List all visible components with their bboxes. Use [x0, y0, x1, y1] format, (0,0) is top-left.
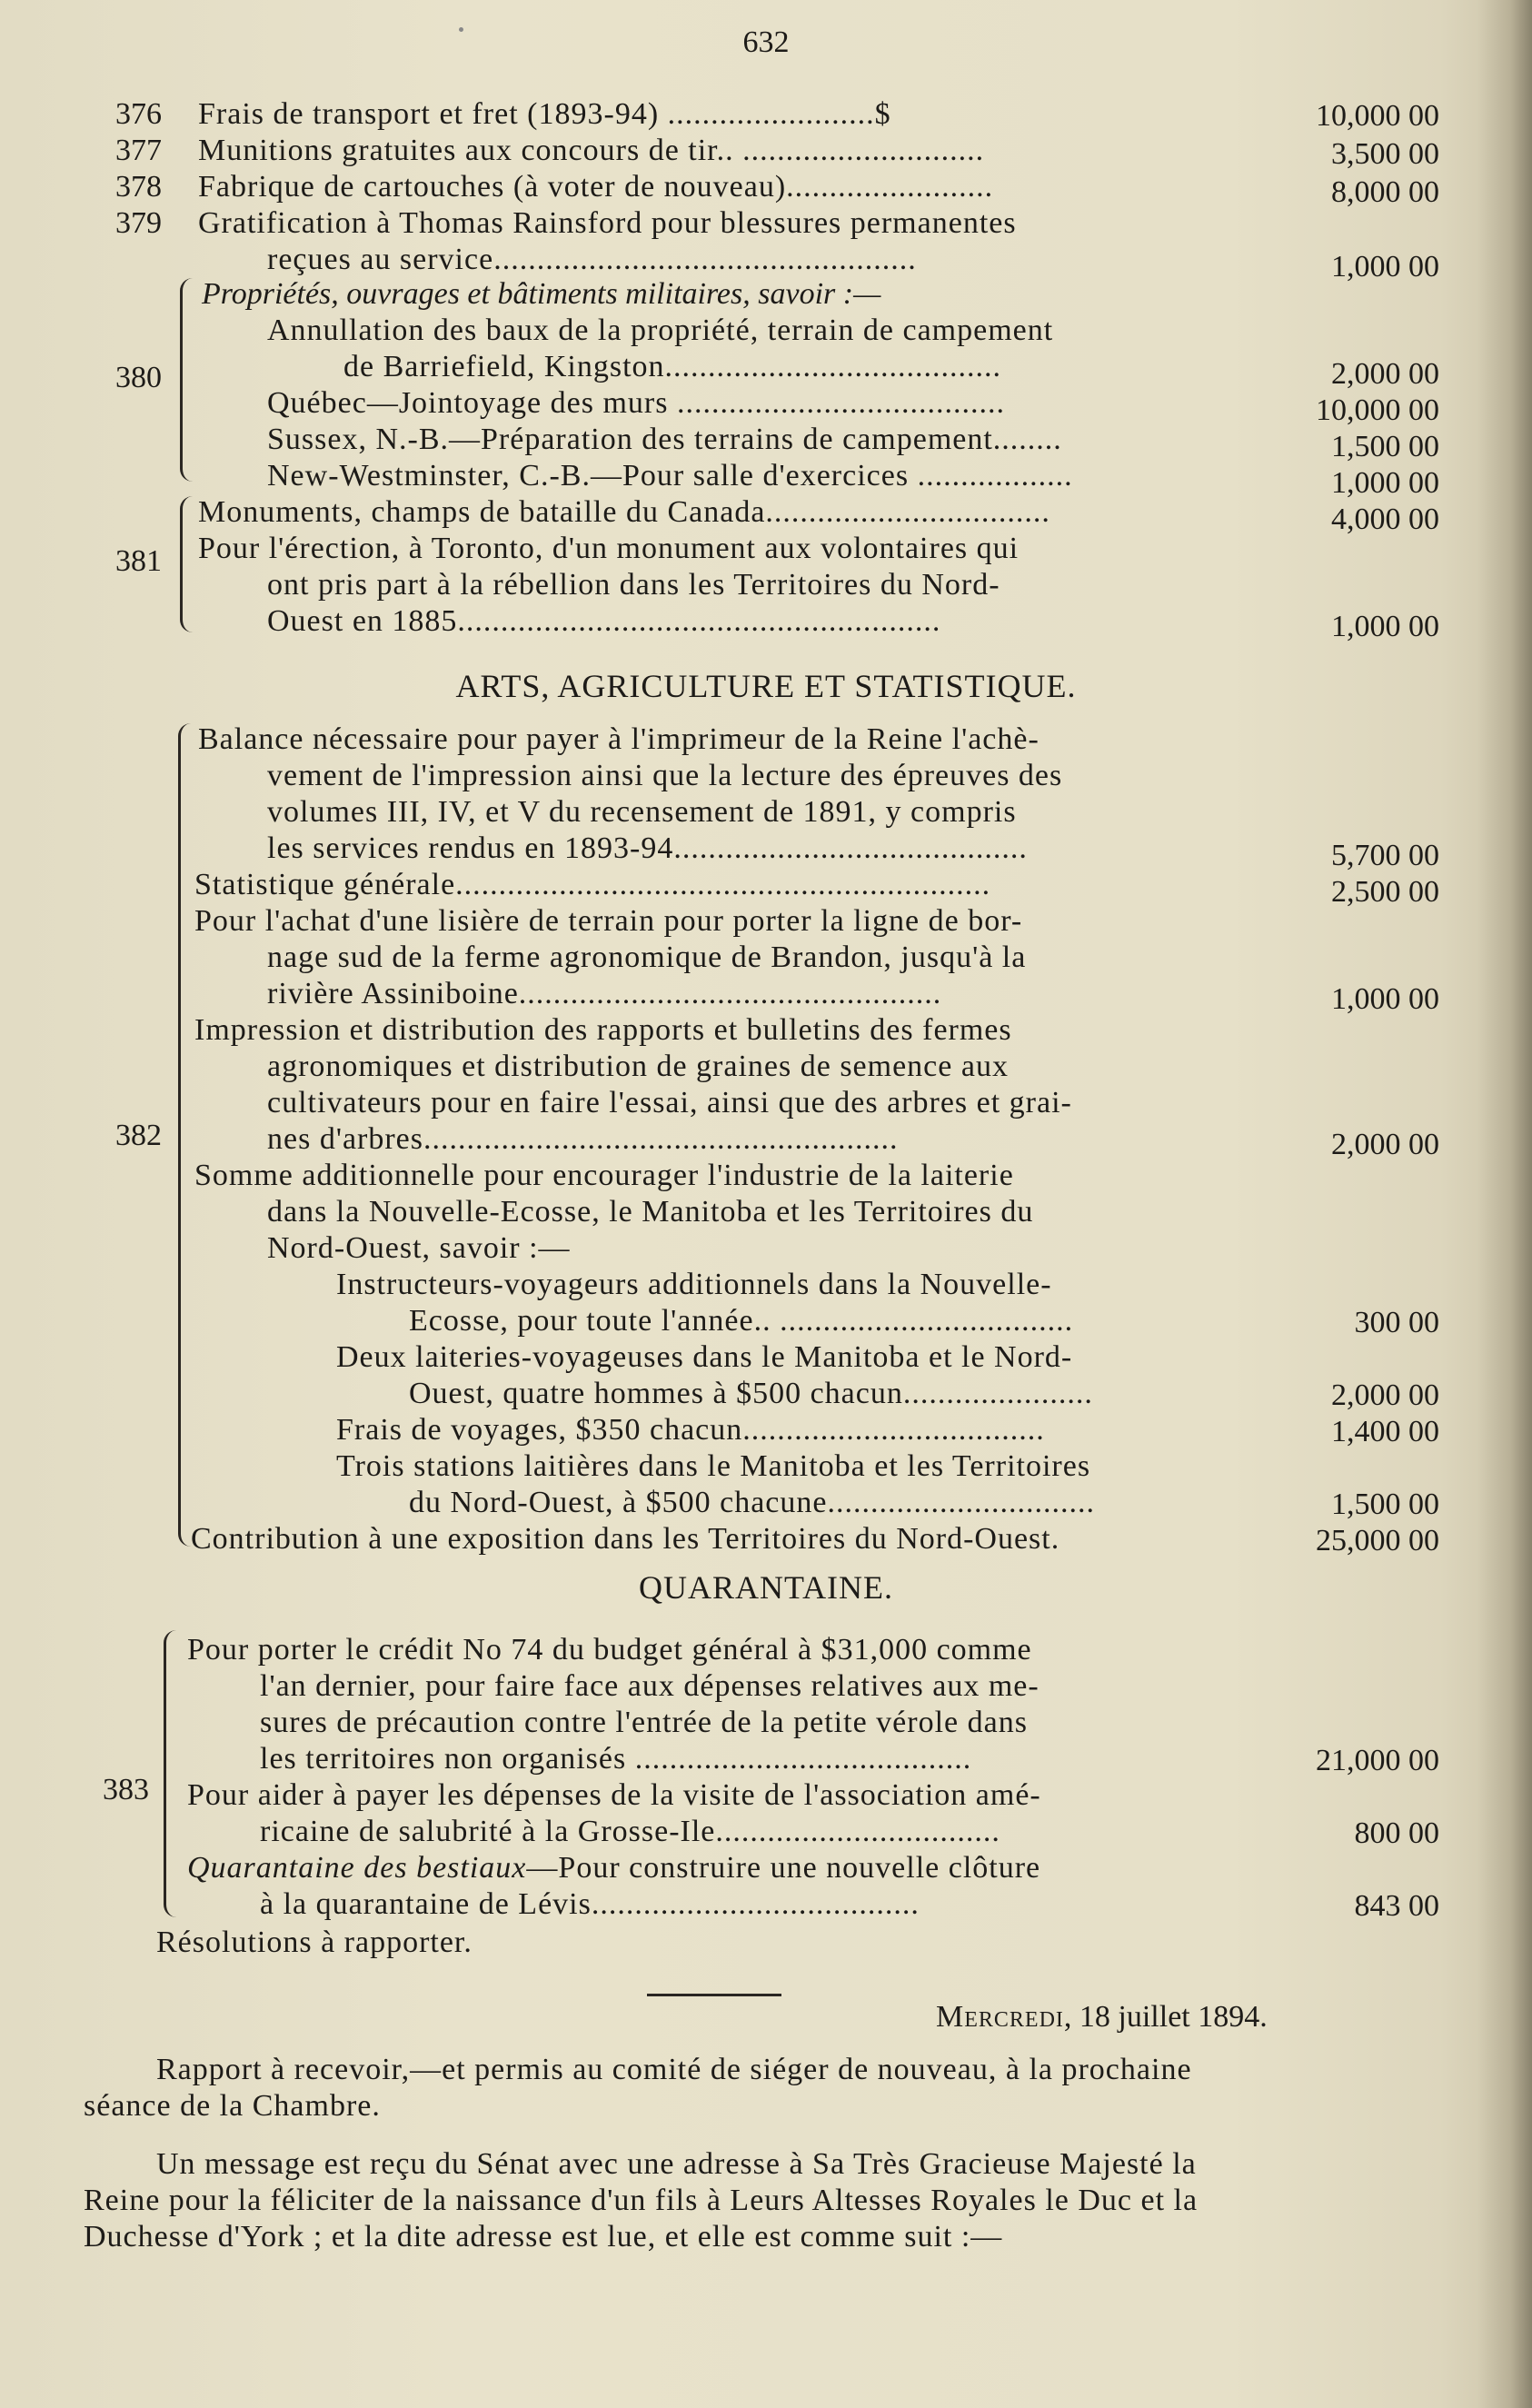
item-text: Pour aider à payer les dépenses de la visite de l'association amé- — [187, 1778, 1041, 1812]
item-text: Balance nécessaire pour payer à l'imprimeur de la Reine l'achè- — [198, 722, 1040, 756]
brace-382 — [178, 723, 194, 1547]
page-edge-shadow — [1477, 0, 1532, 2408]
item-amount: 300 00 — [1354, 1306, 1439, 1339]
item-text: Gratification à Thomas Rainsford pour blessures permanentes — [198, 206, 1017, 240]
paragraph-line: Rapport à recevoir,—et permis au comité de siéger de nouveau, à la prochaine — [156, 2053, 1192, 2086]
item-text-cont: Ecosse, pour toute l'année.. .................................. — [409, 1304, 1074, 1338]
item-text: Pour porter le crédit No 74 du budget général à $31,000 comme — [187, 1633, 1032, 1667]
item-text: Quarantaine des bestiaux—Pour construire une nouvelle clôture — [187, 1851, 1041, 1885]
item-amount: 1,000 00 — [1331, 982, 1439, 1016]
brace-383 — [164, 1630, 179, 1917]
item-text-cont: reçues au service................................................. — [267, 243, 917, 276]
section-heading-arts: ARTS, AGRICULTURE ET STATISTIQUE. — [455, 668, 1077, 704]
sitting-date: Mercredi, 18 juillet 1894. — [936, 2000, 1268, 2034]
item-text-cont: rivière Assiniboine................................................. — [267, 977, 942, 1010]
item-text-cont: nes d'arbres....................................................... — [267, 1122, 899, 1156]
item-text-cont: cultivateurs pour en faire l'essai, ainsi que des arbres et grai- — [267, 1086, 1072, 1119]
item-amount: 1,500 00 — [1331, 1488, 1439, 1521]
paragraph-line: Un message est reçu du Sénat avec une adresse à Sa Très Gracieuse Majesté la — [156, 2147, 1197, 2181]
page-number: 632 — [742, 25, 790, 59]
item-text-cont: à la quarantaine de Lévis...................................... — [260, 1887, 920, 1921]
item-text: Contribution à une exposition dans les Territoires du Nord-Ouest. — [191, 1522, 1060, 1556]
item-text-cont: ricaine de salubrité à la Grosse-Ile................................. — [260, 1815, 1000, 1848]
item-amount: 8,000 00 — [1331, 175, 1439, 209]
item-text-cont: Nord-Ouest, savoir :— — [267, 1231, 571, 1265]
brace-381 — [180, 496, 195, 632]
item-text-cont: Ouest, quatre hommes à $500 chacun...................... — [409, 1377, 1093, 1410]
item-text: Annullation des baux de la propriété, terrain de campement — [267, 313, 1054, 347]
item-number: 379 — [115, 206, 162, 240]
item-amount: 4,000 00 — [1331, 502, 1439, 536]
item-text-cont: agronomiques et distribution de graines de semence aux — [267, 1050, 1009, 1083]
item-number: 378 — [115, 170, 162, 204]
item-text-cont: les territoires non organisés ....................................... — [260, 1742, 972, 1776]
item-text: Fabrique de cartouches (à voter de nouveau)........................ — [198, 170, 994, 204]
item-text: Québec—Jointoyage des murs ...................................... — [267, 386, 1005, 420]
item-amount: 843 00 — [1354, 1889, 1439, 1923]
item-text: Somme additionnelle pour encourager l'industrie de la laiterie — [194, 1159, 1014, 1192]
item-text: Munitions gratuites aux concours de tir.. ............................ — [198, 134, 985, 167]
item-amount: 1,000 00 — [1331, 250, 1439, 284]
item-text: Statistique générale.............................................................. — [194, 868, 991, 901]
item-text: Sussex, N.-B.—Préparation des terrains de campement........ — [267, 423, 1062, 456]
item-text: Monuments, champs de bataille du Canada................................. — [198, 495, 1050, 529]
item-text: Trois stations laitières dans le Manitoba et les Territoires — [336, 1449, 1091, 1483]
item-number: 377 — [115, 134, 162, 167]
item-amount: 10,000 00 — [1316, 393, 1439, 427]
item-text-cont: volumes III, IV, et V du recensement de 1891, y compris — [267, 795, 1017, 829]
item-amount: 2,000 00 — [1331, 1378, 1439, 1412]
item-text-cont: de Barriefield, Kingston....................................... — [343, 350, 1002, 383]
item-text-cont: l'an dernier, pour faire face aux dépenses relatives aux me- — [260, 1669, 1040, 1703]
item-amount: 1,500 00 — [1331, 430, 1439, 463]
paragraph-line: Duchesse d'York ; et la dite adresse est lue, et elle est comme suit :— — [84, 2220, 1003, 2254]
item-amount: 800 00 — [1354, 1816, 1439, 1850]
item-amount: 1,000 00 — [1331, 466, 1439, 500]
item-number: 381 — [115, 544, 162, 578]
item-number: 383 — [103, 1773, 149, 1806]
divider-rule — [647, 1994, 781, 1996]
item-text: Instructeurs-voyageurs additionnels dans la Nouvelle- — [336, 1268, 1052, 1301]
item-text-cont: Ouest en 1885........................................................ — [267, 604, 941, 638]
paragraph-line: séance de la Chambre. — [84, 2089, 381, 2123]
item-amount: 2,000 00 — [1331, 1128, 1439, 1161]
item-amount: 25,000 00 — [1316, 1524, 1439, 1557]
item-amount: 5,700 00 — [1331, 839, 1439, 872]
paragraph-line: Reine pour la féliciter de la naissance d'un fils à Leurs Altesses Royales le Duc et la — [84, 2184, 1199, 2217]
item-text: Frais de voyages, $350 chacun................................... — [336, 1413, 1045, 1447]
item-text: Impression et distribution des rapports et bulletins des fermes — [194, 1013, 1012, 1047]
item-amount: 1,400 00 — [1331, 1415, 1439, 1448]
item-text: Frais de transport et fret (1893-94) ........................$ — [198, 97, 891, 131]
item-text: New-Westminster, C.-B.—Pour salle d'exercices .................. — [267, 459, 1073, 493]
item-amount: 2,500 00 — [1331, 875, 1439, 909]
brace-380 — [180, 278, 195, 482]
item-amount: 2,000 00 — [1331, 357, 1439, 391]
item-amount: 3,500 00 — [1331, 137, 1439, 171]
item-text-cont: ont pris part à la rébellion dans les Territoires du Nord- — [267, 568, 1000, 602]
item-number: 382 — [115, 1119, 162, 1152]
item-text-cont: du Nord-Ouest, à $500 chacune............................... — [409, 1486, 1095, 1519]
section-heading-quarantaine: QUARANTAINE. — [638, 1569, 894, 1606]
item-text-cont: dans la Nouvelle-Ecosse, le Manitoba et les Territoires du — [267, 1195, 1034, 1229]
item-text-cont: vement de l'impression ainsi que la lecture des épreuves des — [267, 759, 1063, 792]
item-text: Pour l'achat d'une lisière de terrain pour porter la ligne de bor- — [194, 904, 1023, 938]
item-number: 376 — [115, 97, 162, 131]
item-number: 380 — [115, 361, 162, 394]
item-text: Deux laiteries-voyageuses dans le Manitoba et le Nord- — [336, 1340, 1073, 1374]
item-text-cont: nage sud de la ferme agronomique de Brandon, jusqu'à la — [267, 940, 1027, 974]
item-title: Propriétés, ouvrages et bâtiments militaires, savoir :— — [202, 277, 881, 311]
resolutions-line: Résolutions à rapporter. — [156, 1925, 473, 1959]
item-amount: 21,000 00 — [1316, 1744, 1439, 1777]
item-text-cont: les services rendus en 1893-94......................................... — [267, 831, 1028, 865]
item-text: Pour l'érection, à Toronto, d'un monument aux volontaires qui — [198, 532, 1020, 565]
item-amount: 10,000 00 — [1316, 99, 1439, 133]
item-text-cont: sures de précaution contre l'entrée de la petite vérole dans — [260, 1706, 1028, 1739]
item-amount: 1,000 00 — [1331, 610, 1439, 643]
